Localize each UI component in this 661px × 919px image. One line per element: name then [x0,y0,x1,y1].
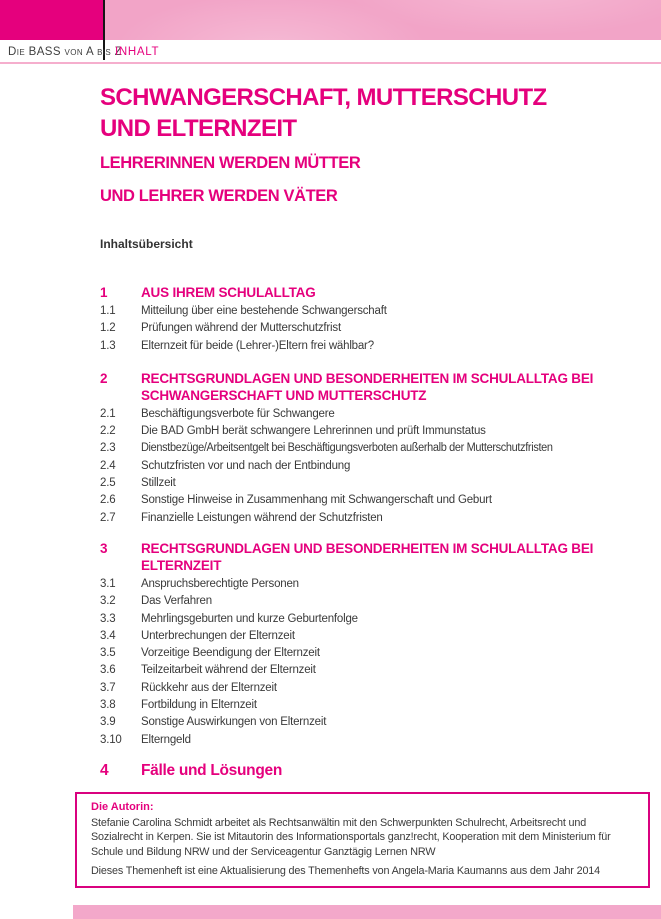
toc-item-2.6 [100,492,640,509]
toc-item-3.1 [100,576,640,593]
toc-item-2.2 [100,423,640,440]
toc-item-label: Sonstige Auswirkungen von Elternzeit [141,716,327,729]
toc-item-1.2 [100,320,640,337]
toc-section-2 [100,370,640,527]
toc-item-label: Mehrlingsgeburten und kurze Geburtenfolge [141,612,358,625]
toc-section-title: AUS IHREM SCHULALLTAG [141,285,316,300]
toc-item-number: 3.5 [100,647,116,660]
toc-item-number: 1.3 [100,339,116,352]
top-band-dark [0,0,103,40]
page-title [100,82,640,144]
running-head-section: INHALT [115,46,160,58]
toc-item-number: 2.6 [100,494,116,507]
toc-item-label: Das Verfahren [141,595,212,608]
toc-item-number: 3.8 [100,699,116,712]
toc-item-2.1 [100,406,640,423]
toc-label: Inhaltsübersicht [100,237,193,251]
toc-item-label: Die BAD GmbH berät schwangere Lehrerinnen und prüft Immunstatus [141,425,486,438]
toc-section-number: 4 [100,761,109,779]
toc-item-1.1 [100,303,640,320]
toc-item-3.10 [100,732,640,749]
toc-item-3.8 [100,697,640,714]
toc-item-3.7 [100,680,640,697]
toc-section-1 [100,284,640,355]
toc-item-label: Finanzielle Leistungen während der Schutzfristen [141,511,383,524]
toc-item-number: 1.2 [100,322,116,335]
toc-items [100,303,640,355]
page-subtitle-line2: UND LEHRER WERDEN VÄTER [100,187,338,205]
author-box-note: Dieses Themenheft ist eine Aktualisierung des Themenhefts von Angela-Maria Kaumanns aus dem Jahr 2014 [91,864,601,877]
toc-section-number: 3 [100,540,108,556]
toc-item-number: 2.3 [100,442,116,455]
toc-item-number: 2.1 [100,407,116,420]
toc-item-3.9 [100,714,640,731]
toc-item-number: 2.4 [100,459,116,472]
author-box-label: Die Autorin: [91,801,154,813]
toc-section-title: Fälle und Lösungen [141,761,282,779]
toc-item-number: 1.1 [100,305,116,317]
toc-item-2.4 [100,458,640,475]
top-band-light [105,0,661,40]
toc-section-heading [100,370,640,404]
page-title-line2: UND ELTERNZEIT [100,115,297,142]
author-box-body: Stefanie Carolina Schmidt arbeitet als Rechtsanwältin mit den Schwerpunkten Schulrecht, Arbeitsrecht und Sozialrecht in Kerpen. Sie ist Mitautorin des Informationsportals ganz!recht, Kooperation mit dem Ministerium für Schule und Bildung NRW und der Serviceagentur Ganztägig Lernen NRW [91,817,611,858]
toc-item-number: 3.7 [100,681,116,694]
toc-items [100,576,640,749]
toc-item-2.3 [100,440,640,457]
toc-item-label: Unterbrechungen der Elternzeit [141,629,295,642]
toc-item-label: Teilzeitarbeit während der Elternzeit [141,664,316,677]
toc-item-label: Stillzeit [141,477,176,490]
toc-item-2.5 [100,475,640,492]
toc-item-3.3 [100,611,640,628]
toc-section-heading [100,540,640,574]
toc-item-label: Anspruchsberechtigte Personen [141,577,299,590]
toc-item-3.5 [100,645,640,662]
toc-item-label: Elterngeld [141,733,191,746]
toc-item-number: 3.2 [100,595,116,608]
toc-item-number: 2.2 [100,425,116,438]
toc-item-1.3 [100,338,640,355]
toc-section-title: RECHTSGRUNDLAGEN UND BESONDERHEITEN IM SCHULALLTAG BEI ELTERNZEIT [141,540,594,573]
brand-label: Die BASS von A bis Z [8,46,123,58]
author-box [75,792,650,888]
toc-item-number: 3.9 [100,716,116,729]
toc-item-number: 3.3 [100,612,116,625]
toc-item-3.2 [100,593,640,610]
toc-section-heading [100,761,640,781]
toc-item-label: Schutzfristen vor und nach der Entbindung [141,459,351,472]
footer-band [73,905,661,919]
page-subtitle-line1: LEHRERINNEN WERDEN MÜTTER [100,154,361,172]
toc-items [100,406,640,527]
toc-item-label: Beschäftigungsverbote für Schwangere [141,407,335,420]
toc-item-label: Vorzeitige Beendigung der Elternzeit [141,647,320,660]
toc-item-3.6 [100,662,640,679]
toc-item-label: Prüfungen während der Mutterschutzfrist [141,322,341,335]
toc-item-number: 3.6 [100,664,116,677]
toc-item-number: 3.1 [100,577,116,590]
toc-section-4 [100,761,640,781]
toc-item-number: 2.5 [100,477,116,490]
toc-item-number: 3.10 [100,733,122,746]
toc-item-number: 2.7 [100,511,116,524]
toc-section-title: RECHTSGRUNDLAGEN UND BESONDERHEITEN IM SCHULALLTAG BEI SCHWANGERSCHAFT UND MUTTERSCHUTZ [141,370,594,403]
header-rule [0,62,661,64]
toc-item-label: Sonstige Hinweise in Zusammenhang mit Schwangerschaft und Geburt [141,494,492,507]
toc-item-label: Rückkehr aus der Elternzeit [141,681,277,694]
toc-item-3.4 [100,628,640,645]
toc-section-number: 1 [100,285,108,300]
toc-item-label: Fortbildung in Elternzeit [141,699,257,712]
toc-item-label: Dienstbezüge/Arbeitsentgelt bei Beschäftigungsverboten außerhalb der Mutterschutzfristen [141,442,553,455]
toc-item-number: 3.4 [100,629,116,642]
toc-section-number: 2 [100,370,108,386]
toc-item-label: Mitteilung über eine bestehende Schwangerschaft [141,305,387,317]
toc-item-label: Elternzeit für beide (Lehrer-)Eltern frei wählbar? [141,339,374,352]
page-title-line1: SCHWANGERSCHAFT, MUTTERSCHUTZ [100,84,547,111]
toc-section-heading [100,284,640,301]
toc [100,284,640,781]
toc-item-2.7 [100,510,640,527]
toc-section-3 [100,540,640,749]
